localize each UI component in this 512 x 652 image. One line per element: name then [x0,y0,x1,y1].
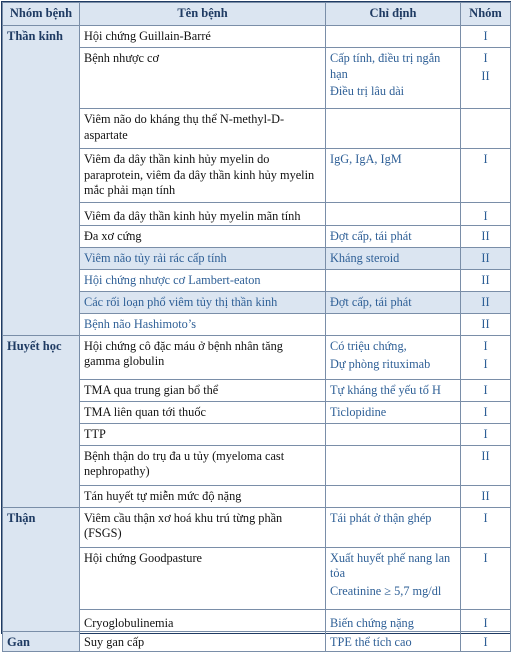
table-row [3,291,511,313]
indication-cell: Đợt cấp, tái phát [326,291,461,313]
disease-cell: Hội chứng Goodpasture [80,547,326,609]
indication-cell: Tự kháng thể yếu tố H [326,379,461,401]
indication-line: Xuất huyết phế nang lan tỏa [330,550,451,580]
category-line: I [483,357,488,371]
disease-cell: Viêm cầu thận xơ hoá khu trú từng phần (FSGS) [80,507,326,547]
disease-cell: Đa xơ cứng [80,225,326,247]
group-nephrology: Thận [3,507,80,632]
table-row [3,401,511,423]
table-row [3,269,511,291]
category-cell: II [461,291,511,313]
header-category: Nhóm [461,3,511,26]
disease-cell: Viêm não do kháng thụ thể N-methyl-D-aspartate [80,109,326,149]
disease-cell: TMA qua trung gian bổ thể [80,379,326,401]
category-cell [461,48,511,109]
disease-cell: Hội chứng Guillain-Barré [80,26,326,48]
disease-cell: Viêm não tủy rải rác cấp tính [80,247,326,269]
category-cell [461,335,511,379]
category-line: I [483,51,488,65]
disease-cell: Suy gan cấp [80,632,326,652]
table-row [3,445,511,485]
indication-line: Có triệu chứng, [330,338,407,353]
group-hepatology: Gan [3,632,80,652]
apheresis-indication-table [1,1,511,649]
indication-cell [326,547,461,609]
category-cell: I [461,609,511,632]
indication-cell [326,26,461,48]
table-row [3,609,511,632]
table-row [3,313,511,335]
category-cell: II [461,247,511,269]
indication-line: Dự phòng rituximab [330,357,431,371]
category-cell: II [461,485,511,507]
disease-cell: Hội chứng nhược cơ Lambert-eaton [80,269,326,291]
disease-cell: Tán huyết tự miễn mức độ nặng [80,485,326,507]
group-hematology: Huyết học [3,335,80,507]
indication-line: Creatinine ≥ 5,7 mg/dl [330,583,442,598]
category-cell [461,109,511,149]
disease-cell: Cryoglobulinemia [80,609,326,632]
table-row [3,225,511,247]
indication-cell [326,109,461,149]
disease-cell: TTP [80,423,326,445]
table-row [3,485,511,507]
indication-cell [326,269,461,291]
disease-cell: Viêm đa dây thần kinh hủy myelin mãn tính [80,203,326,226]
disease-cell: Bệnh nhược cơ [80,48,326,109]
category-cell: I [461,379,511,401]
indication-cell: IgG, IgA, IgM [326,149,461,203]
indication-line: Cấp tính, điều trị ngắn hạn [330,51,441,81]
category-cell: I [461,423,511,445]
table-row [3,423,511,445]
category-cell: I [461,632,511,652]
indication-cell [326,335,461,379]
table-row [3,26,511,48]
table-row [3,379,511,401]
indication-cell: TPE thể tích cao [326,632,461,652]
indication-cell [326,485,461,507]
indication-cell [326,203,461,226]
table-row [3,632,511,652]
disease-cell: Bệnh não Hashimoto’s [80,313,326,335]
group-neurology: Thần kinh [3,26,80,336]
table-row [3,335,511,379]
indication-cell: Kháng steroid [326,247,461,269]
table-row [3,507,511,547]
table-row [3,547,511,609]
disease-cell: Viêm đa dây thần kinh hủy myelin do paraprotein, viêm đa dây thần kinh hủy myelin mắc phải mạn tính [80,149,326,203]
category-cell: I [461,507,511,547]
category-line: II [481,68,490,83]
disease-cell: Hội chứng cô đặc máu ở bệnh nhân tăng gamma globulin [80,335,326,379]
disease-cell: TMA liên quan tới thuốc [80,401,326,423]
disease-cell: Các rối loạn phổ viêm tủy thị thần kinh [80,291,326,313]
category-cell: II [461,445,511,485]
indication-line: Điều trị lâu dài [330,84,405,98]
table-row [3,203,511,226]
indication-cell: Biến chứng nặng [326,609,461,632]
indication-cell [326,445,461,485]
header-indication: Chỉ định [326,3,461,26]
category-cell: II [461,269,511,291]
table-row [3,109,511,149]
category-cell: I [461,149,511,203]
category-cell: II [461,225,511,247]
category-cell: I [461,26,511,48]
category-cell: I [461,401,511,423]
indication-cell [326,423,461,445]
header-row [3,3,511,26]
indication-cell [326,313,461,335]
indication-cell: Ticlopidine [326,401,461,423]
category-cell: II [461,313,511,335]
indication-cell: Đợt cấp, tái phát [326,225,461,247]
category-cell: I [461,203,511,226]
table-row [3,149,511,203]
category-line: I [483,338,488,353]
disease-cell: Bệnh thận do trụ đa u tủy (myeloma cast nephropathy) [80,445,326,485]
table-row [3,48,511,109]
category-cell: I [461,547,511,609]
indication-cell: Tái phát ở thận ghép [326,507,461,547]
header-group: Nhóm bệnh [3,3,80,26]
indication-cell [326,48,461,109]
header-disease: Tên bệnh [80,3,326,26]
table-row [3,247,511,269]
